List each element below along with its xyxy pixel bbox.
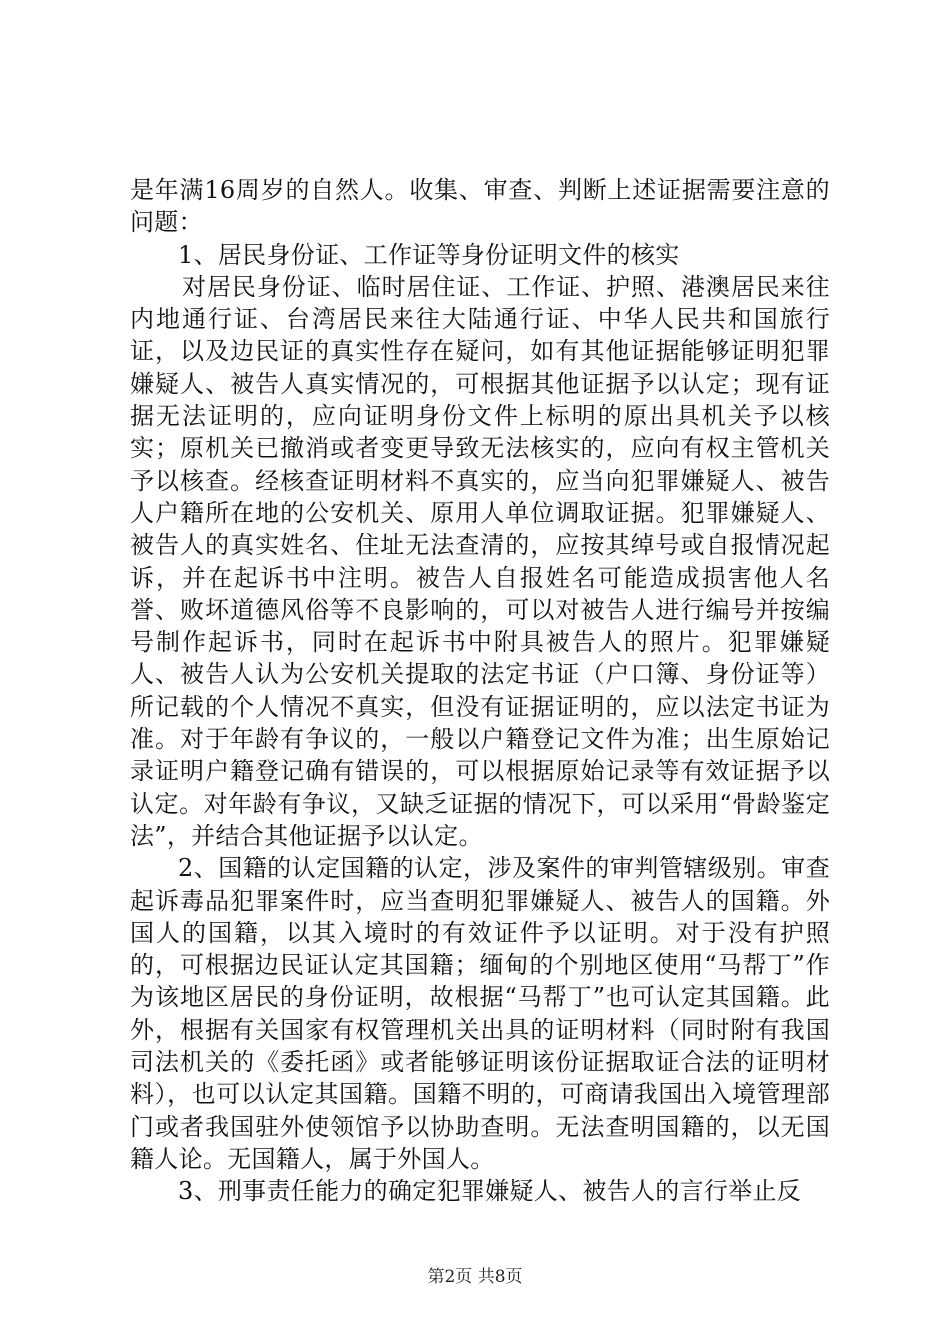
section-heading-1: 1、居民身份证、工作证等身份证明文件的核实 [178, 240, 680, 269]
paragraph-criminal-capacity: 3、刑事责任能力的确定犯罪嫌疑人、被告人的言行举止反 [178, 1177, 802, 1206]
paragraph-continuation: 是年满16周岁的自然人。收集、审查、判断上述证据需要注意的问题： [130, 176, 830, 237]
page-footer: 第2页 共8页 [427, 1267, 523, 1287]
paragraph-nationality: 2、国籍的认定国籍的认定，涉及案件的审判管辖级别。审查起诉毒品犯罪案件时，应当查明犯罪嫌疑人、被告人的国籍。外国人的国籍，以其入境时的有效证件予以证明。对于没有护照的，可根据边民证认定其国籍；缅甸的个别地区使用“马帮丁”作为该地区居民的身份证明，故根据“马帮丁”也可认定其国籍。此外，根据有关国家有权管理机关出具的证明材料（同时附有我国司法机关的《委托函》或者能够证明该份证据取证合法的证明材料），也可以认定其国籍。国籍不明的，可商请我国出入境管理部门或者我国驻外使领馆予以协助查明。无法查明国籍的，以无国籍人论。无国籍人，属于外国人。 [130, 854, 830, 1173]
document-body [130, 174, 830, 1208]
paragraph-identity-verification: 对居民身份证、临时居住证、工作证、护照、港澳居民来往内地通行证、台湾居民来往大陆通行证、中华人民共和国旅行证，以及边民证的真实性存在疑问，如有其他证据能够证明犯罪嫌疑人、被告人真实情况的，可根据其他证据予以认定；现有证据无法证明的，应向证明身份文件上标明的原出具机关予以核实；原机关已撤消或者变更导致无法核实的，应向有权主管机关予以核查。经核查证明材料不真实的，应当向犯罪嫌疑人、被告人户籍所在地的公安机关、原用人单位调取证据。犯罪嫌疑人、被告人的真实姓名、住址无法查清的，应按其绰号或自报情况起诉，并在起诉书中注明。被告人自报姓名可能造成损害他人名誉、败坏道德风俗等不良影响的，可以对被告人进行编号并按编号制作起诉书，同时在起诉书中附具被告人的照片。犯罪嫌疑人、被告人认为公安机关提取的法定书证（户口簿、身份证等）所记载的个人情况不真实，但没有证据证明的，应以法定书证为准。对于年龄有争议的，一般以户籍登记文件为准；出生原始记录证明户籍登记确有错误的，可以根据原始记录等有效证据予以认定。对年龄有争议，又缺乏证据的情况下，可以采用“骨龄鉴定法”，并结合其他证据予以认定。 [130, 272, 830, 850]
